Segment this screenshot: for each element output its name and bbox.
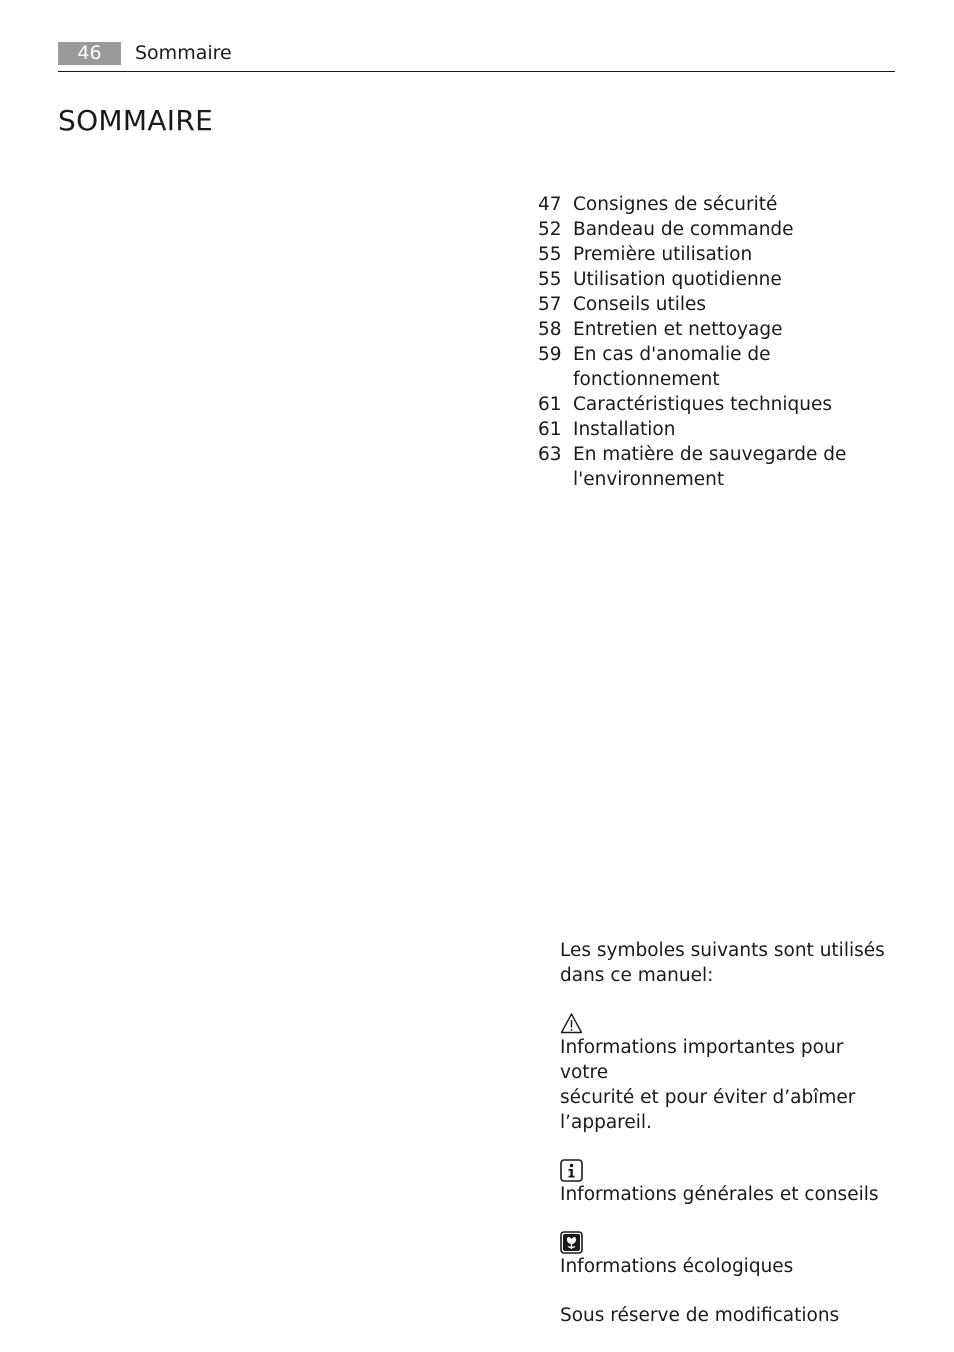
eco-flower-icon bbox=[560, 1231, 583, 1254]
toc-page-number: 59 bbox=[538, 344, 562, 365]
toc-item[interactable] bbox=[538, 392, 898, 417]
toc-item[interactable] bbox=[538, 267, 898, 292]
toc-page-number: 52 bbox=[538, 219, 562, 240]
symbols-legend bbox=[560, 938, 890, 1328]
modifications-note: Sous réserve de modifications bbox=[560, 1305, 840, 1326]
symbol-warning-block bbox=[560, 1012, 890, 1135]
page-title: SOMMAIRE bbox=[58, 104, 214, 137]
warning-triangle-icon bbox=[560, 1012, 583, 1035]
toc-item[interactable] bbox=[538, 417, 898, 442]
toc-page-number: 58 bbox=[538, 319, 562, 340]
symbol-warning-text: Informations importantes pour votre sécurité et pour éviter d’abîmer l’appareil. bbox=[560, 1037, 856, 1133]
toc-item[interactable] bbox=[538, 192, 898, 217]
page-number: 46 bbox=[58, 42, 121, 65]
toc-label: Entretien et nettoyage bbox=[573, 319, 783, 340]
toc-item[interactable] bbox=[538, 242, 898, 267]
toc-label: Conseils utiles bbox=[573, 294, 707, 315]
toc-label: Bandeau de commande bbox=[573, 219, 794, 240]
toc-page-number: 55 bbox=[538, 244, 562, 265]
toc-page-number: 55 bbox=[538, 269, 562, 290]
toc-label: Utilisation quotidienne bbox=[573, 269, 782, 290]
toc-label: Caractéristiques techniques bbox=[573, 394, 833, 415]
toc-item[interactable] bbox=[538, 292, 898, 317]
toc-label: En cas d'anomalie de fonctionnement bbox=[573, 344, 771, 390]
symbol-info-block bbox=[560, 1159, 890, 1207]
toc-label: Première utilisation bbox=[573, 244, 753, 265]
page-header bbox=[58, 41, 895, 72]
toc-label: Installation bbox=[573, 419, 676, 440]
toc-page-number: 61 bbox=[538, 419, 562, 440]
symbols-intro: Les symboles suivants sont utilisés dans ce manuel: bbox=[560, 940, 885, 986]
toc-item[interactable] bbox=[538, 217, 898, 242]
toc-page-number: 57 bbox=[538, 294, 562, 315]
info-icon bbox=[560, 1159, 583, 1182]
toc-item[interactable] bbox=[538, 317, 898, 342]
symbol-eco-block bbox=[560, 1231, 890, 1279]
symbol-eco-text: Informations écologiques bbox=[560, 1256, 794, 1277]
toc-item[interactable] bbox=[538, 442, 898, 492]
toc-label: Consignes de sécurité bbox=[573, 194, 778, 215]
header-section-name: Sommaire bbox=[135, 42, 232, 64]
toc-label: En matière de sauvegarde de l'environnement bbox=[573, 444, 847, 490]
toc-page-number: 61 bbox=[538, 394, 562, 415]
symbol-info-text: Informations générales et conseils bbox=[560, 1184, 879, 1205]
toc-item[interactable] bbox=[538, 342, 898, 392]
toc-page-number: 63 bbox=[538, 444, 562, 465]
table-of-contents bbox=[538, 192, 898, 492]
toc-page-number: 47 bbox=[538, 194, 562, 215]
